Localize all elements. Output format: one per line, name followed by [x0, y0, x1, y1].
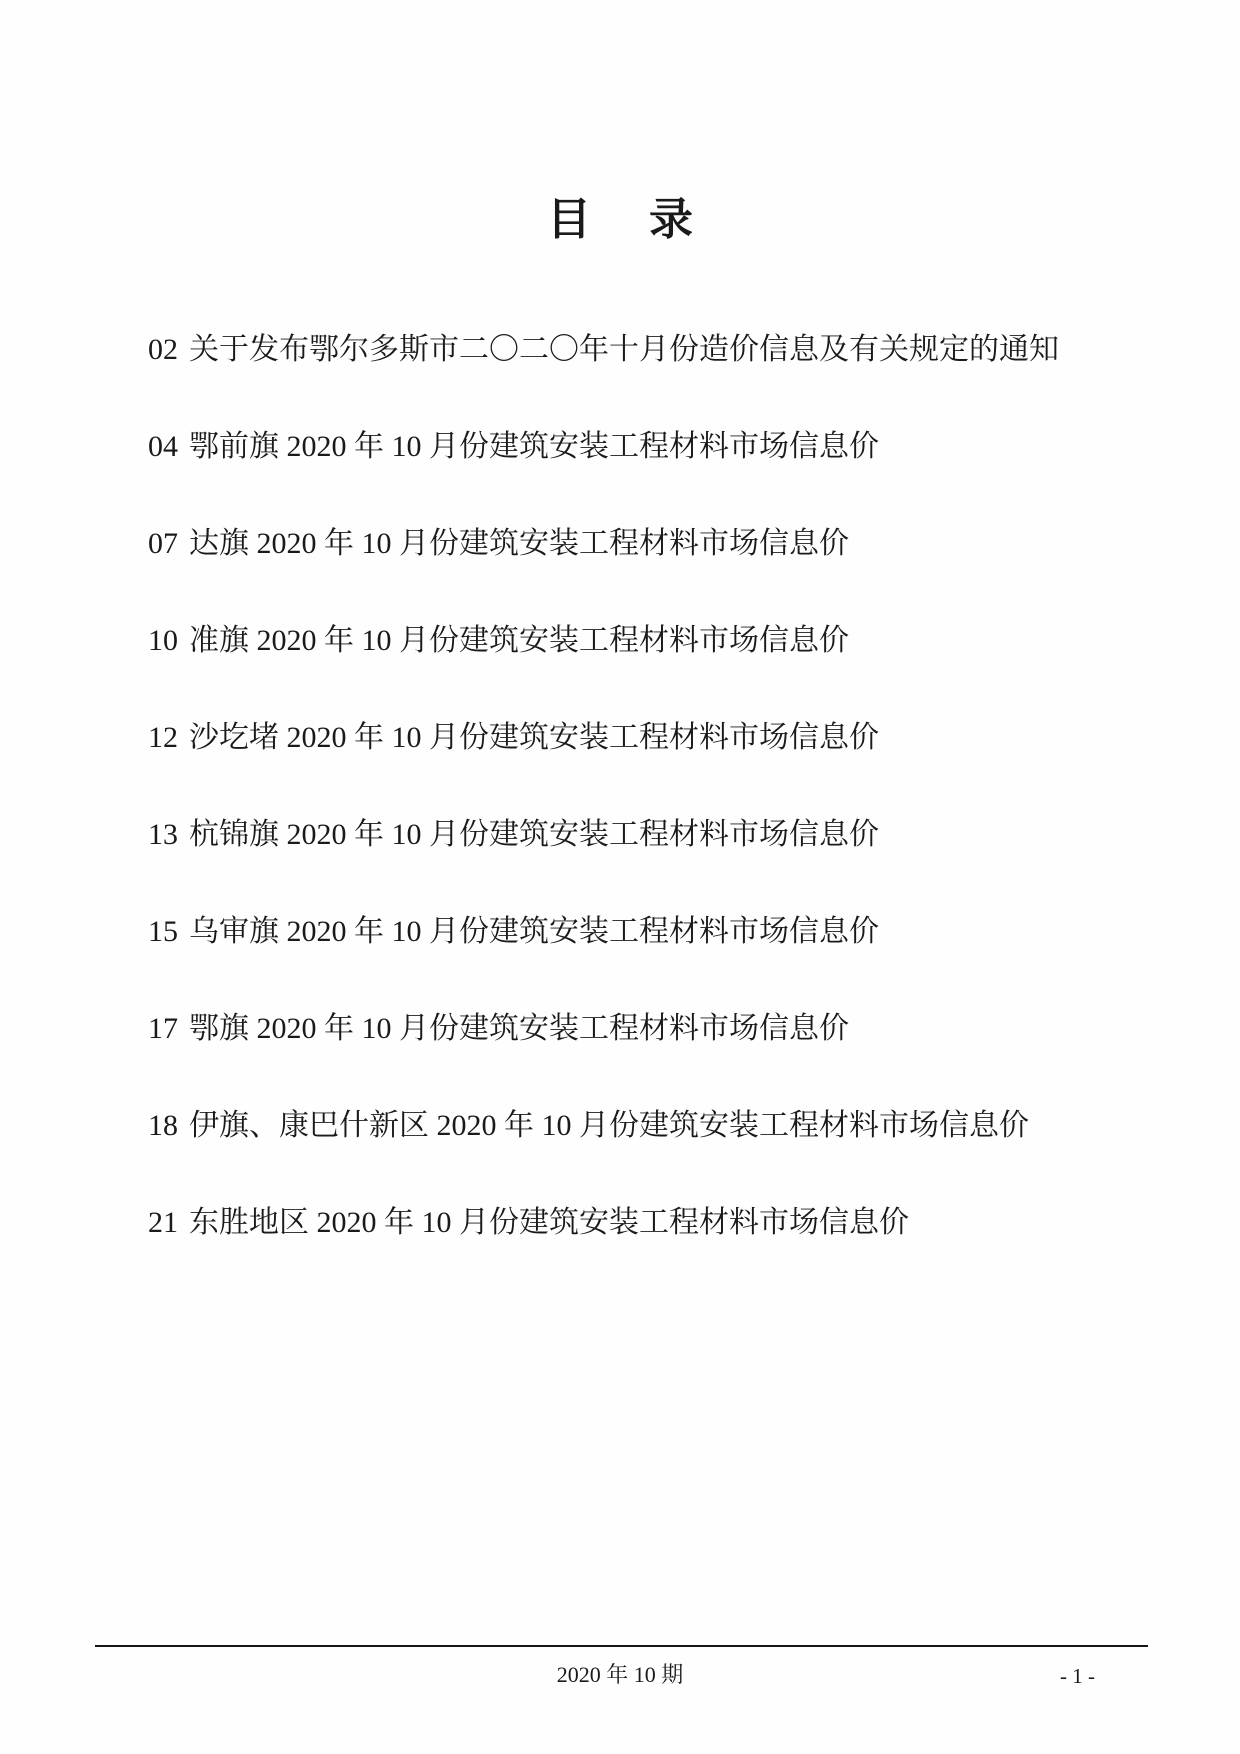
toc-entry-title: 杭锦旗 2020 年 10 月份建筑安装工程材料市场信息价: [189, 818, 879, 851]
toc-entry-page-number: 02: [148, 333, 178, 366]
toc-entry-page-number: 13: [148, 818, 178, 851]
footer-divider: [95, 1645, 1148, 1647]
page-title-char-left: 目: [547, 195, 591, 244]
page-title-char-right: 录: [649, 195, 693, 244]
toc-entry: [148, 1013, 1200, 1045]
toc-entry-page-number: 12: [148, 721, 178, 754]
toc-entry-page-number: 18: [148, 1109, 178, 1142]
toc-entry-title: 准旗 2020 年 10 月份建筑安装工程材料市场信息价: [189, 624, 849, 657]
toc-entry-title: 达旗 2020 年 10 月份建筑安装工程材料市场信息价: [189, 527, 849, 560]
footer-page-number: - 1 -: [1060, 1664, 1095, 1688]
toc-entry: [148, 625, 1200, 657]
toc-entry-title: 鄂前旗 2020 年 10 月份建筑安装工程材料市场信息价: [189, 430, 879, 463]
toc-entry: [148, 1110, 1200, 1142]
toc-entry-title: 伊旗、康巴什新区 2020 年 10 月份建筑安装工程材料市场信息价: [189, 1109, 1029, 1142]
toc-entry: [148, 1207, 1200, 1239]
toc-entry-title: 关于发布鄂尔多斯市二〇二〇年十月份造价信息及有关规定的通知: [189, 333, 1059, 366]
toc-entry-title: 沙圪堵 2020 年 10 月份建筑安装工程材料市场信息价: [189, 721, 879, 754]
toc-entry-page-number: 07: [148, 527, 178, 560]
page-title: [0, 0, 1240, 242]
toc-entry-title: 鄂旗 2020 年 10 月份建筑安装工程材料市场信息价: [189, 1012, 849, 1045]
toc-entry: [148, 431, 1200, 463]
toc-entry-title: 东胜地区 2020 年 10 月份建筑安装工程材料市场信息价: [189, 1206, 909, 1239]
toc-list: [148, 334, 1200, 1239]
toc-entry-page-number: 10: [148, 624, 178, 657]
toc-entry: [148, 819, 1200, 851]
toc-entry-page-number: 15: [148, 915, 178, 948]
toc-entry: [148, 916, 1200, 948]
toc-entry-title: 乌审旗 2020 年 10 月份建筑安装工程材料市场信息价: [189, 915, 879, 948]
toc-entry-page-number: 21: [148, 1206, 178, 1239]
toc-entry: [148, 334, 1200, 366]
toc-entry: [148, 528, 1200, 560]
toc-entry: [148, 722, 1200, 754]
toc-entry-page-number: 04: [148, 430, 178, 463]
toc-entry-page-number: 17: [148, 1012, 178, 1045]
footer-issue-label: 2020 年 10 期: [556, 1662, 684, 1687]
